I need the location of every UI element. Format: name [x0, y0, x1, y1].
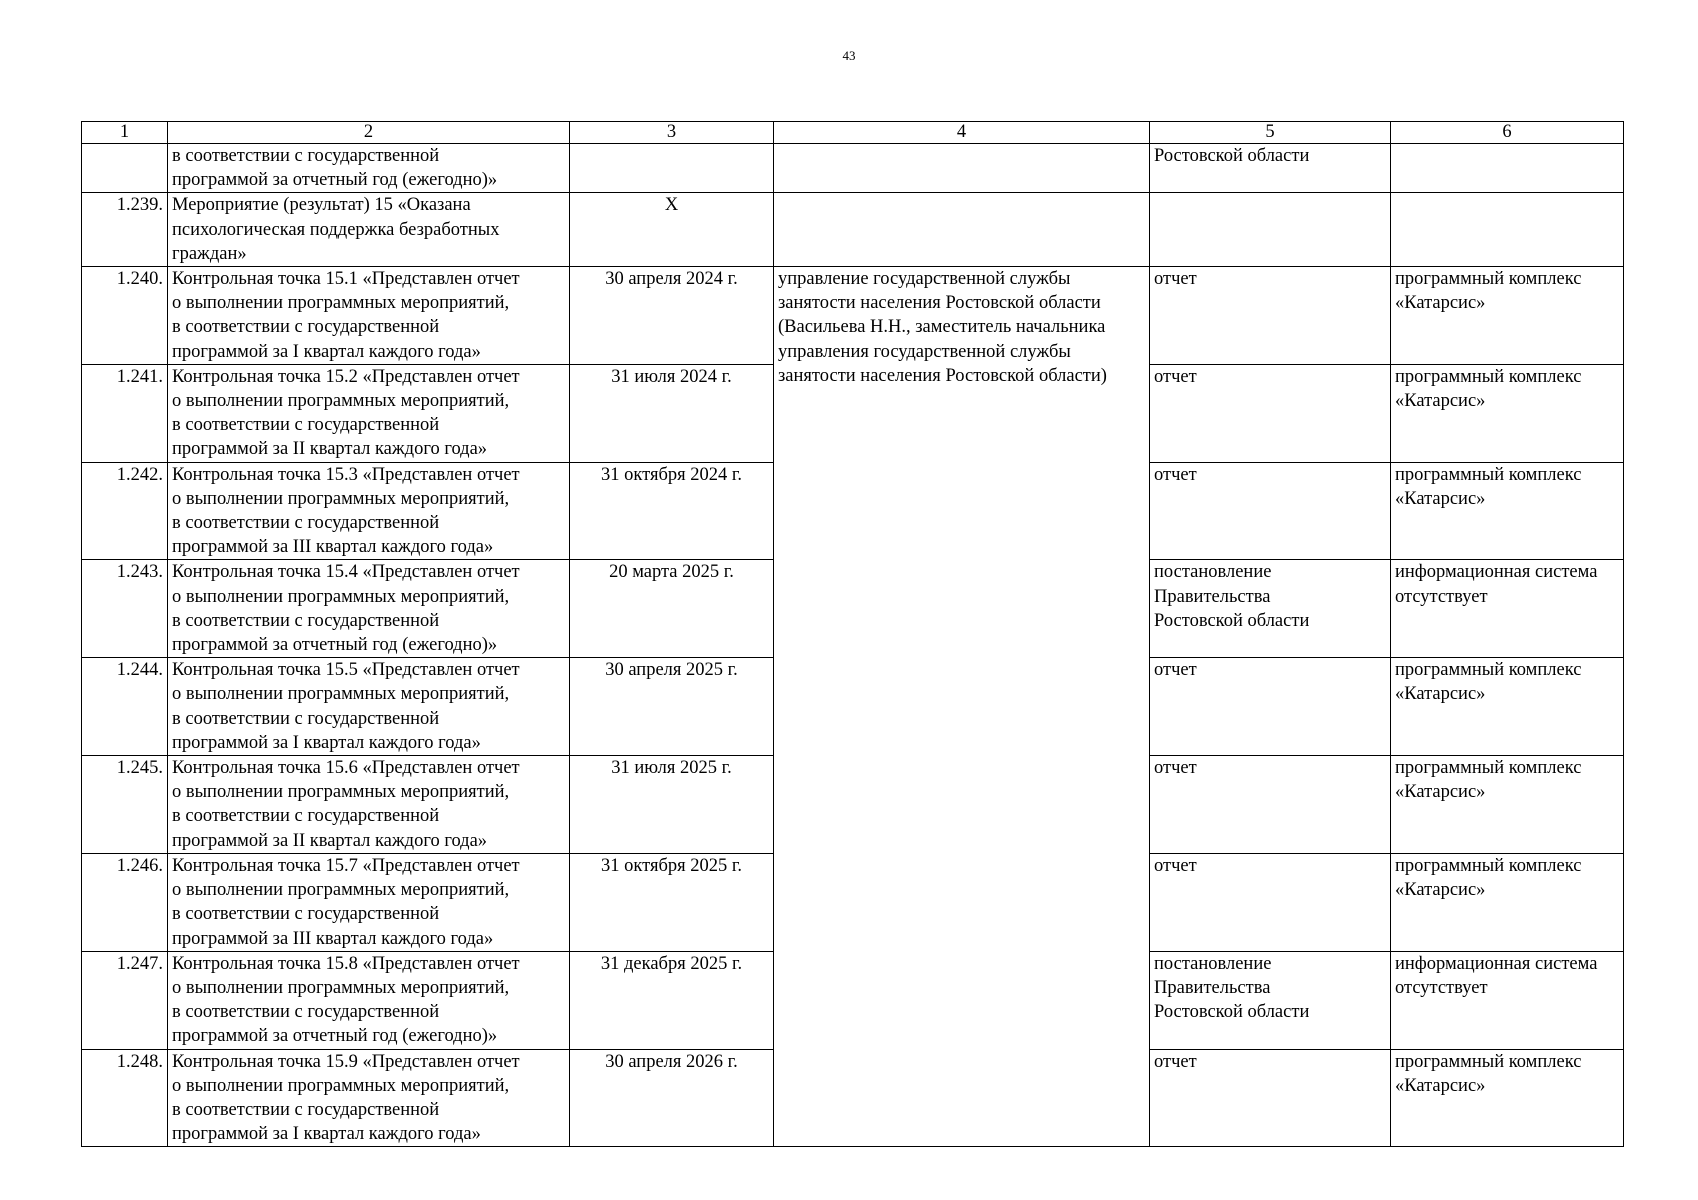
- cell-system: [1391, 853, 1624, 951]
- cell-date: 31 октября 2025 г.: [570, 853, 774, 951]
- cell-document: [1150, 560, 1391, 658]
- text-line: в соответствии с государственной: [172, 317, 440, 338]
- cell-document: [1150, 462, 1391, 560]
- column-header-5: 5: [1150, 122, 1391, 144]
- text-line: в соответствии с государственной: [172, 806, 440, 827]
- text-line: (Васильева Н.Н., заместитель начальника: [778, 317, 1106, 338]
- cell-system: [1391, 951, 1624, 1049]
- cell-document: [1150, 144, 1391, 193]
- table-row: [82, 267, 1624, 365]
- column-header-1: 1: [82, 122, 168, 144]
- text-line: Контрольная точка 15.6 «Представлен отчет: [172, 758, 520, 779]
- text-line: о выполнении программных мероприятий,: [172, 586, 510, 607]
- text-line: в соответствии с государственной: [172, 146, 440, 166]
- text-line: постановление: [1154, 953, 1272, 974]
- cell-date: X: [570, 193, 774, 267]
- cell-number: [82, 144, 168, 193]
- text-line: «Катарсис»: [1395, 391, 1486, 412]
- text-line: программой за III квартал каждого года»: [172, 537, 494, 558]
- cell-name: [168, 756, 570, 854]
- text-line: о выполнении программных мероприятий,: [172, 880, 510, 901]
- cell-date: 31 июля 2025 г.: [570, 756, 774, 854]
- text-line: отчет: [1154, 269, 1197, 290]
- cell-date: 30 апреля 2026 г.: [570, 1049, 774, 1147]
- text-line: занятости населения Ростовской области: [778, 293, 1101, 314]
- cell-name: [168, 951, 570, 1049]
- cell-name: [168, 853, 570, 951]
- cell-name: [168, 1049, 570, 1147]
- control-points-table: [81, 121, 1624, 1147]
- cell-system: [1391, 193, 1624, 267]
- text-line: Мероприятие (результат) 15 «Оказана: [172, 195, 471, 216]
- text-line: о выполнении программных мероприятий,: [172, 977, 510, 998]
- text-line: программой за III квартал каждого года»: [172, 928, 494, 949]
- cell-date: 30 апреля 2025 г.: [570, 658, 774, 756]
- cell-name: [168, 462, 570, 560]
- text-line: отчет: [1154, 366, 1197, 387]
- text-line: психологическая поддержка безработных: [172, 219, 500, 240]
- text-line: отчет: [1154, 855, 1197, 876]
- text-line: Правительства: [1154, 586, 1271, 607]
- text-line: отсутствует: [1395, 977, 1488, 998]
- text-line: о выполнении программных мероприятий,: [172, 1075, 510, 1096]
- text-line: «Катарсис»: [1395, 488, 1486, 509]
- cell-name: [168, 144, 570, 193]
- cell-number: 1.242.: [82, 462, 168, 560]
- column-header-3: 3: [570, 122, 774, 144]
- cell-system: [1391, 658, 1624, 756]
- text-line: отчет: [1154, 758, 1197, 779]
- cell-document: [1150, 193, 1391, 267]
- text-line: Контрольная точка 15.3 «Представлен отчет: [172, 464, 520, 485]
- cell-system: [1391, 144, 1624, 193]
- cell-system: [1391, 462, 1624, 560]
- text-line: Ростовской области: [1154, 610, 1310, 631]
- text-line: программой за отчетный год (ежегодно)»: [172, 170, 498, 191]
- text-line: информационная система: [1395, 562, 1598, 583]
- cell-name: [168, 560, 570, 658]
- text-line: о выполнении программных мероприятий,: [172, 782, 510, 803]
- text-line: о выполнении программных мероприятий,: [172, 488, 510, 509]
- text-line: в соответствии с государственной: [172, 513, 440, 534]
- text-line: управление государственной службы: [778, 269, 1071, 290]
- text-line: о выполнении программных мероприятий,: [172, 293, 510, 314]
- cell-date: 20 марта 2025 г.: [570, 560, 774, 658]
- text-line: программой за I квартал каждого года»: [172, 1124, 481, 1145]
- cell-name: [168, 658, 570, 756]
- cell-document: [1150, 658, 1391, 756]
- page-number: 43: [842, 48, 856, 63]
- cell-system: [1391, 1049, 1624, 1147]
- text-line: Контрольная точка 15.9 «Представлен отчет: [172, 1051, 520, 1072]
- column-header-2: 2: [168, 122, 570, 144]
- column-header-6: 6: [1391, 122, 1624, 144]
- cell-number: 1.239.: [82, 193, 168, 267]
- text-line: в соответствии с государственной: [172, 610, 440, 631]
- cell-system: [1391, 267, 1624, 365]
- cell-name: [168, 193, 570, 267]
- text-line: программой за I квартал каждого года»: [172, 732, 481, 753]
- text-line: «Катарсис»: [1395, 880, 1486, 901]
- cell-number: 1.247.: [82, 951, 168, 1049]
- text-line: о выполнении программных мероприятий,: [172, 684, 510, 705]
- cell-system: [1391, 756, 1624, 854]
- text-line: Контрольная точка 15.5 «Представлен отчет: [172, 660, 520, 681]
- cell-system: [1391, 560, 1624, 658]
- text-line: отчет: [1154, 464, 1197, 485]
- cell-document: [1150, 364, 1391, 462]
- text-line: Контрольная точка 15.2 «Представлен отчет: [172, 366, 520, 387]
- text-line: отсутствует: [1395, 586, 1488, 607]
- text-line: о выполнении программных мероприятий,: [172, 391, 510, 412]
- cell-number: 1.243.: [82, 560, 168, 658]
- cell-number: 1.240.: [82, 267, 168, 365]
- text-line: Контрольная точка 15.7 «Представлен отчет: [172, 855, 520, 876]
- cell-date: [570, 144, 774, 193]
- event-row: [82, 193, 1624, 267]
- cell-document: [1150, 853, 1391, 951]
- cell-number: 1.245.: [82, 756, 168, 854]
- continuation-row: [82, 144, 1624, 193]
- text-line: Ростовской области: [1154, 146, 1310, 166]
- text-line: программой за отчетный год (ежегодно)»: [172, 1026, 498, 1047]
- cell-document: [1150, 951, 1391, 1049]
- cell-document: [1150, 756, 1391, 854]
- cell-number: 1.241.: [82, 364, 168, 462]
- cell-responsible: [774, 267, 1150, 1147]
- cell-date: 31 октября 2024 г.: [570, 462, 774, 560]
- text-line: в соответствии с государственной: [172, 1099, 440, 1120]
- cell-name: [168, 267, 570, 365]
- text-line: программный комплекс: [1395, 464, 1582, 485]
- text-line: Контрольная точка 15.4 «Представлен отчет: [172, 562, 520, 583]
- cell-document: [1150, 267, 1391, 365]
- cell-date: 31 июля 2024 г.: [570, 364, 774, 462]
- text-line: программой за II квартал каждого года»: [172, 830, 488, 851]
- cell-name: [168, 364, 570, 462]
- column-number-row: [82, 122, 1624, 144]
- text-line: «Катарсис»: [1395, 1075, 1486, 1096]
- cell-system: [1391, 364, 1624, 462]
- text-line: информационная система: [1395, 953, 1598, 974]
- text-line: программой за II квартал каждого года»: [172, 439, 488, 460]
- text-line: программой за I квартал каждого года»: [172, 341, 481, 362]
- text-line: в соответствии с государственной: [172, 904, 440, 925]
- text-line: занятости населения Ростовской области): [778, 365, 1107, 386]
- text-line: программный комплекс: [1395, 269, 1582, 290]
- text-line: программный комплекс: [1395, 660, 1582, 681]
- text-line: в соответствии с государственной: [172, 415, 440, 436]
- text-line: постановление: [1154, 562, 1272, 583]
- text-line: в соответствии с государственной: [172, 708, 440, 729]
- cell-responsible: [774, 144, 1150, 193]
- column-header-4: 4: [774, 122, 1150, 144]
- text-line: «Катарсис»: [1395, 293, 1486, 314]
- cell-responsible: [774, 193, 1150, 267]
- cell-date: 30 апреля 2024 г.: [570, 267, 774, 365]
- text-line: Контрольная точка 15.1 «Представлен отчет: [172, 269, 520, 290]
- text-line: «Катарсис»: [1395, 684, 1486, 705]
- text-line: Правительства: [1154, 977, 1271, 998]
- cell-number: 1.246.: [82, 853, 168, 951]
- text-line: «Катарсис»: [1395, 782, 1486, 803]
- cell-document: [1150, 1049, 1391, 1147]
- text-line: программный комплекс: [1395, 855, 1582, 876]
- text-line: программный комплекс: [1395, 366, 1582, 387]
- text-line: программой за отчетный год (ежегодно)»: [172, 635, 498, 656]
- text-line: отчет: [1154, 660, 1197, 681]
- text-line: Ростовской области: [1154, 1002, 1310, 1023]
- text-line: отчет: [1154, 1051, 1197, 1072]
- text-line: управления государственной службы: [778, 341, 1071, 362]
- text-line: в соответствии с государственной: [172, 1002, 440, 1023]
- text-line: программный комплекс: [1395, 758, 1582, 779]
- cell-date: 31 декабря 2025 г.: [570, 951, 774, 1049]
- cell-number: 1.248.: [82, 1049, 168, 1147]
- text-line: граждан»: [172, 243, 247, 264]
- text-line: Контрольная точка 15.8 «Представлен отчет: [172, 953, 520, 974]
- cell-number: 1.244.: [82, 658, 168, 756]
- text-line: программный комплекс: [1395, 1051, 1582, 1072]
